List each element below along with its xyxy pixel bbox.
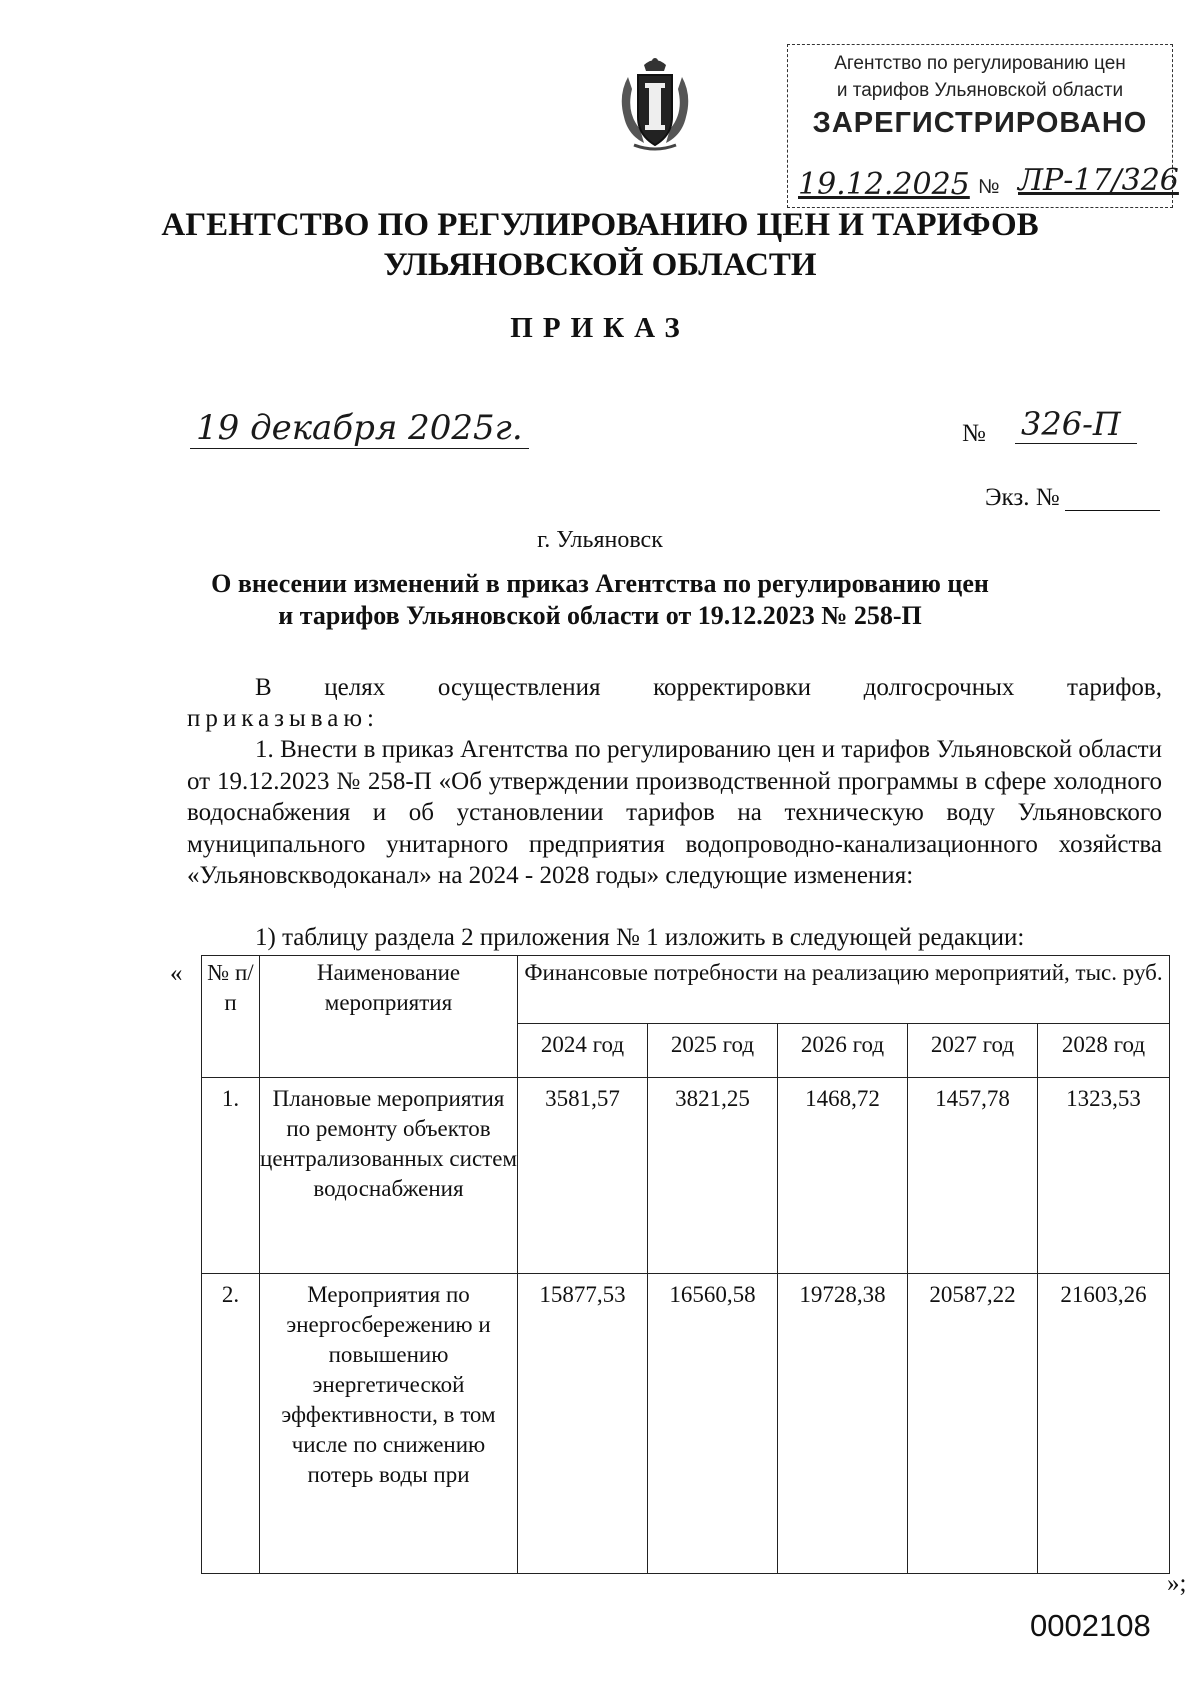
header-name: Наименование мероприятия (260, 956, 518, 1078)
row-number: 1. (202, 1078, 260, 1274)
row-name: Мероприятия по энергосбережению и повышению энергетической эффективности, в том числе по снижению потерь воды при (260, 1274, 518, 1574)
financial-needs-table (201, 955, 1170, 1574)
copy-number-blank (1065, 510, 1160, 511)
row-value: 21603,26 (1038, 1274, 1170, 1574)
row-value: 1323,53 (1038, 1078, 1170, 1274)
header-year: 2026 год (778, 1024, 908, 1078)
stamp-status: ЗАРЕГИСТРИРОВАНО (812, 107, 1148, 139)
stamp-registration-date: 19.12.2025 (798, 167, 970, 202)
stamp-line-1: Агентство по регулированию цен (834, 53, 1126, 74)
agency-title-line-2: УЛЬЯНОВСКОЙ ОБЛАСТИ (383, 247, 817, 283)
stamp-registration-number: ЛР-17/326 (1018, 163, 1179, 198)
coat-of-arms-icon (614, 55, 696, 153)
row-value: 20587,22 (908, 1274, 1038, 1574)
order-subject (0, 568, 1200, 632)
header-year: 2024 год (518, 1024, 648, 1078)
document-type: ПРИКАЗ (510, 312, 690, 344)
table-close-quote: »; (1167, 1570, 1187, 1597)
registration-stamp (787, 44, 1179, 208)
item-1-1-paragraph: 1) таблицу раздела 2 приложения № 1 изложить в следующей редакции: (255, 924, 1025, 951)
table-row (202, 1078, 1170, 1274)
row-number: 2. (202, 1274, 260, 1574)
header-year: 2027 год (908, 1024, 1038, 1078)
row-value: 3821,25 (648, 1078, 778, 1274)
header-financial-needs: Финансовые потребности на реализацию мероприятий, тыс. руб. (518, 956, 1170, 1024)
header-num: № п/п (202, 956, 260, 1078)
order-number-label: № (962, 420, 986, 447)
document-serial-number: 0002108 (1030, 1608, 1151, 1643)
header-year: 2028 год (1038, 1024, 1170, 1078)
order-number: 326-П (1015, 405, 1137, 444)
subject-line-2: и тарифов Ульяновской области от 19.12.2023 № 258-П (278, 601, 922, 630)
row-value: 1468,72 (778, 1078, 908, 1274)
agency-title-line-1: АГЕНТСТВО ПО РЕГУЛИРОВАНИЮ ЦЕН И ТАРИФОВ (161, 207, 1039, 243)
table-row (202, 1274, 1170, 1574)
row-value: 1457,78 (908, 1078, 1038, 1274)
table-open-quote: « (170, 960, 183, 987)
stamp-line-2: и тарифов Ульяновской области (836, 80, 1124, 101)
row-value: 19728,38 (778, 1274, 908, 1574)
prikazyvayu: приказываю: (187, 705, 379, 732)
header-year: 2025 год (648, 1024, 778, 1078)
city: г. Ульяновск (537, 527, 663, 553)
copy-number-label: Экз. № (985, 484, 1060, 511)
row-value: 3581,57 (518, 1078, 648, 1274)
order-date: 19 декабря 2025г. (190, 408, 529, 449)
intro-paragraph: В целях осуществления корректировки долгосрочных тарифов, (255, 674, 1162, 701)
item-1-paragraph: 1. Внести в приказ Агентства по регулированию цен и тарифов Ульяновской области от 19.12.2023 № 258-П «Об утверждении производственной программы в сфере холодного водоснабжения и об установлении тарифов на техническую воду Ульяновского муниципального унитарного предприятия водопроводно-канализационного хозяйства «Ульяновскводоканал» на 2024 - 2028 годы» следующие изменения: (187, 736, 1162, 889)
row-value: 16560,58 (648, 1274, 778, 1574)
row-name: Плановые мероприятия по ремонту объектов централизованных систем водоснабжения (260, 1078, 518, 1274)
stamp-number-sign: № (978, 176, 1000, 198)
subject-line-1: О внесении изменений в приказ Агентства по регулированию цен (211, 569, 989, 598)
row-value: 15877,53 (518, 1274, 648, 1574)
